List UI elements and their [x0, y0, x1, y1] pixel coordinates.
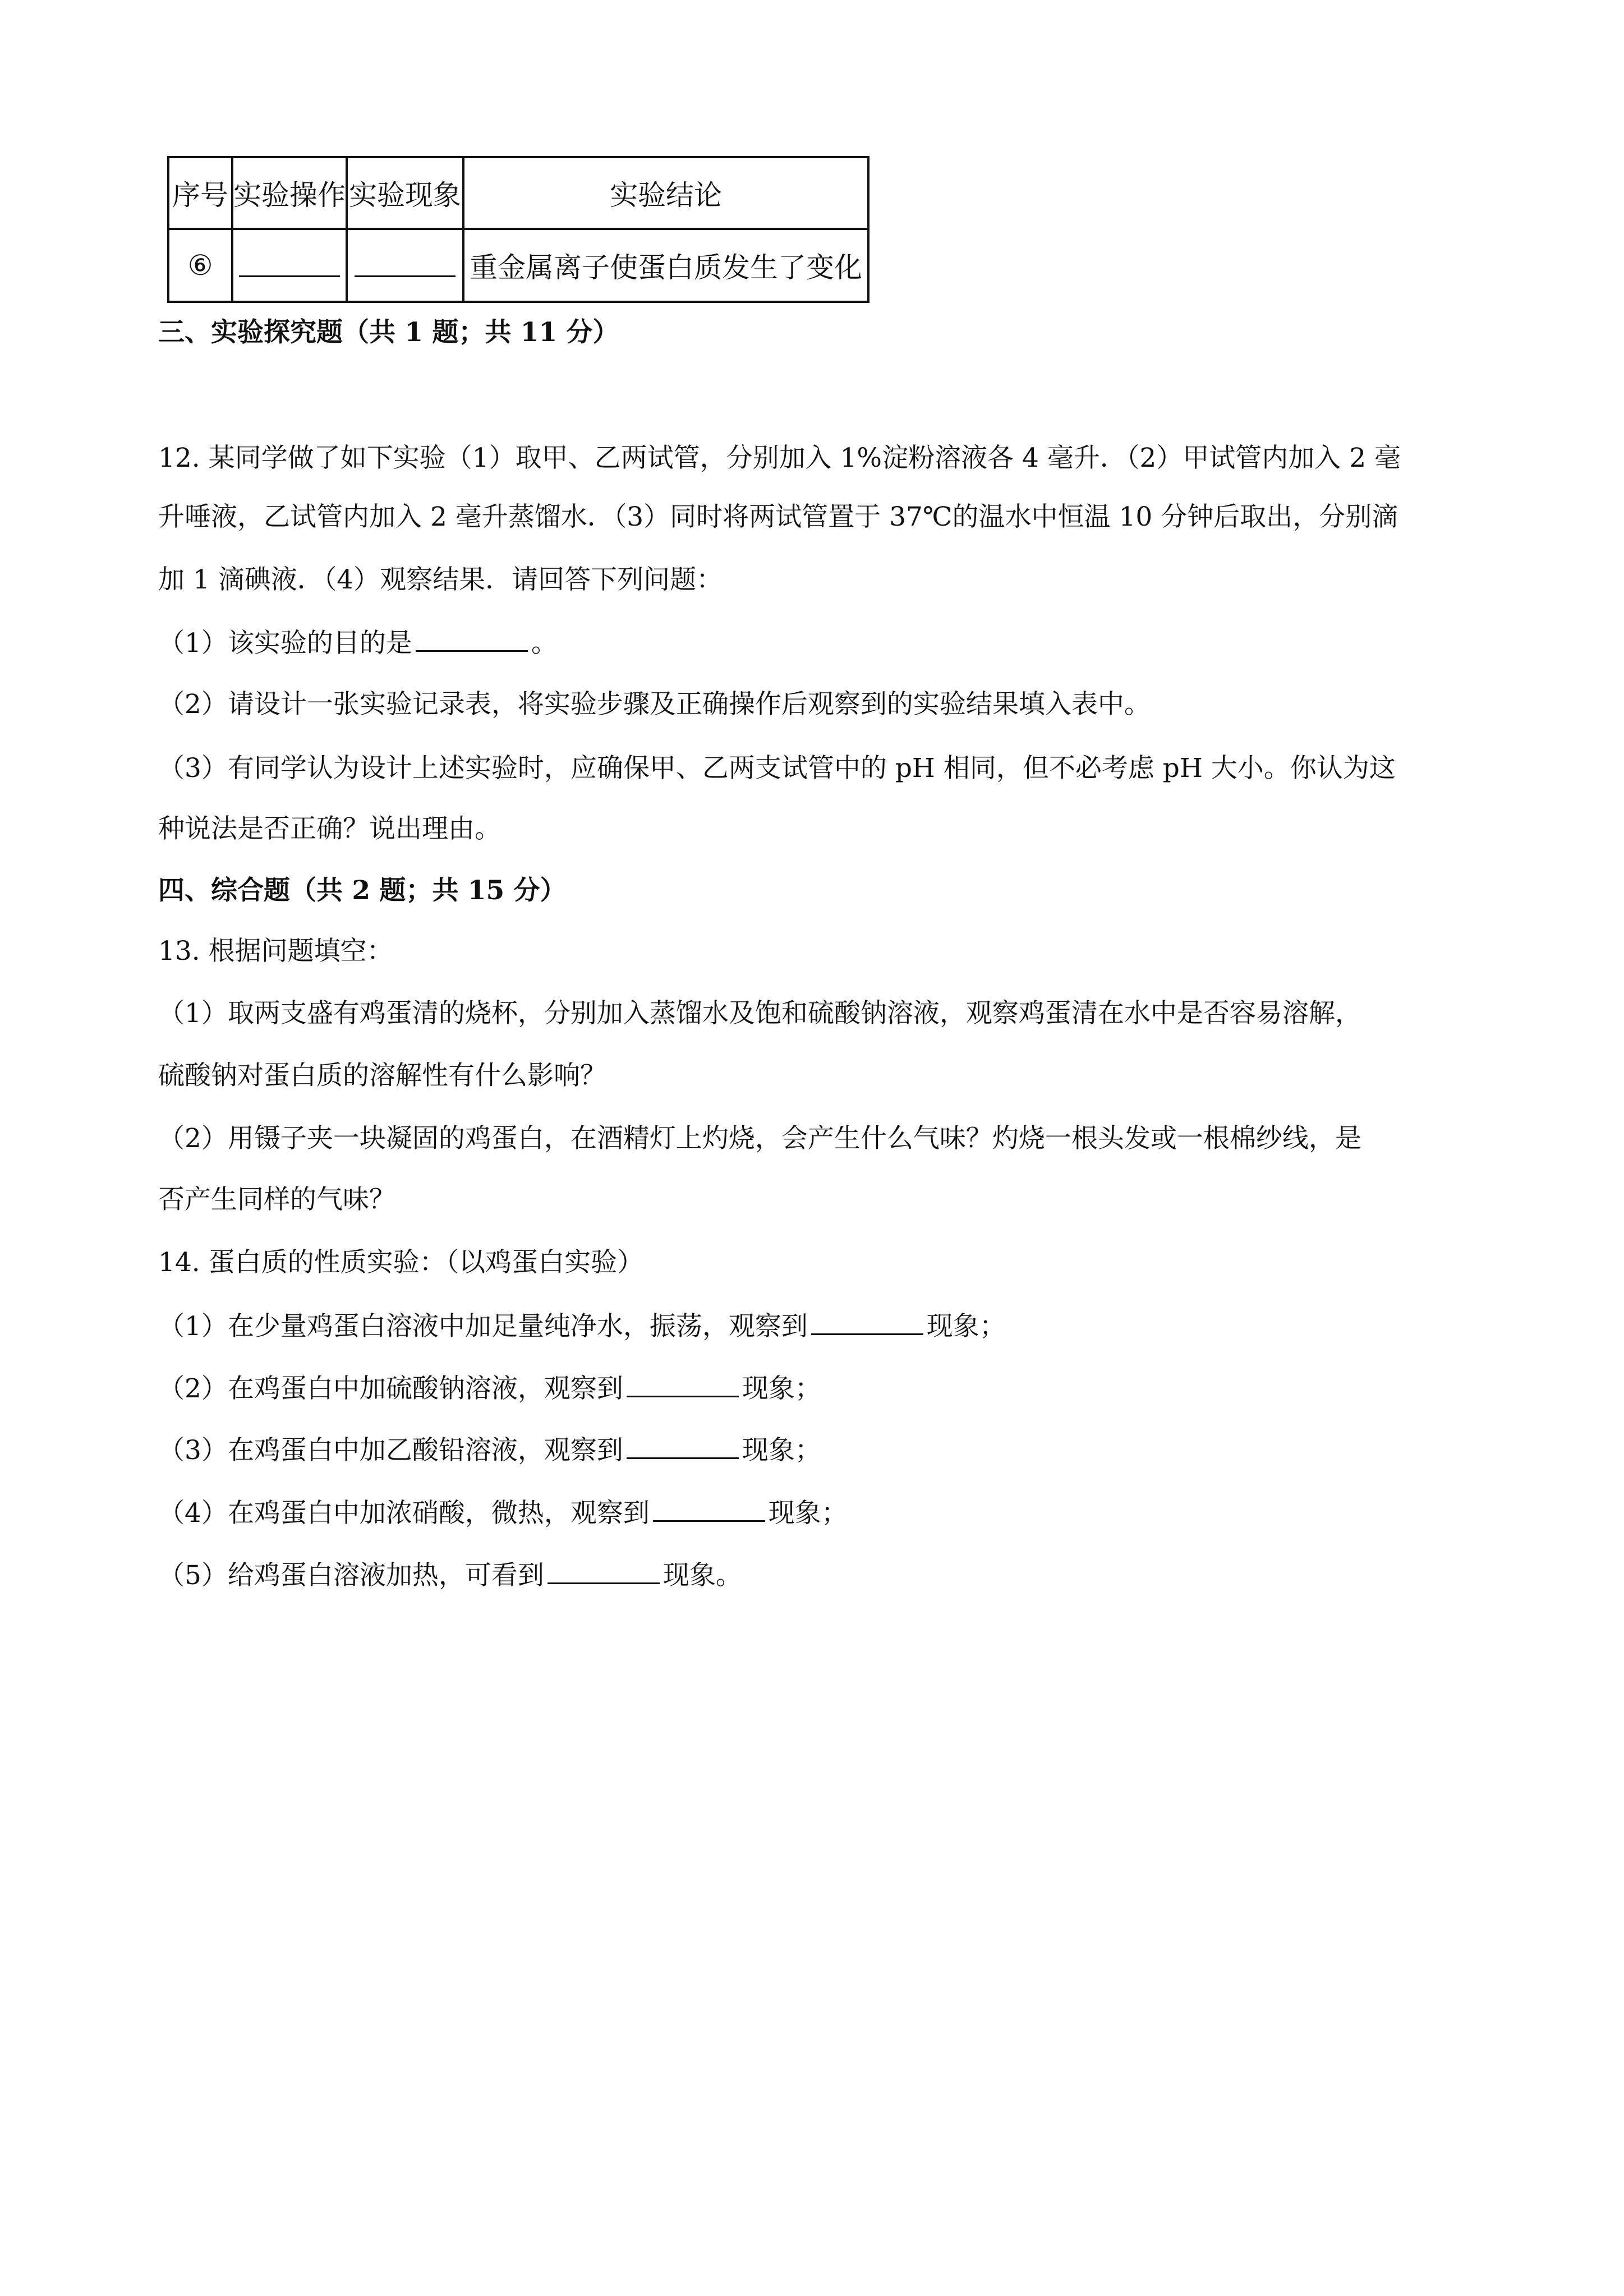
answer-blank [653, 1496, 765, 1522]
q12-line-3: 加 1 滴碘液．（4）观察结果．请回答下列问题： [158, 564, 723, 595]
answer-blank [239, 247, 340, 277]
q14-item-text: （3）在鸡蛋白中加乙酸铅溶液，观察到 [158, 1435, 623, 1466]
q12-line-2: 升唾液，乙试管内加入 2 毫升蒸馏水．（3）同时将两试管置于 37℃的温水中恒温 10 分钟后取出，分别滴 [158, 501, 1398, 532]
answer-blank [355, 247, 456, 277]
q13-sub-2-line-1: （2）用镊子夹一块凝固的鸡蛋白，在酒精灯上灼烧，会产生什么气味？灼烧一根头发或一根棉纱线，是 [158, 1123, 1361, 1154]
q14-item-end: 现象； [768, 1498, 848, 1529]
answer-blank [627, 1371, 739, 1397]
q14-item-end: 现象。 [663, 1560, 742, 1591]
q12-sub-1-text: （1）该实验的目的是 [158, 628, 412, 659]
conclusion-cell: 重金属离子使蛋白质发生了变化 [463, 229, 868, 302]
q14-item [158, 1433, 821, 1467]
table-header-row [168, 157, 868, 229]
q13-sub-1-line-2: 硫酸钠对蛋白质的溶解性有什么影响？ [158, 1060, 606, 1091]
section-3-title: 三、实验探究题（共 1 题；共 11 分） [158, 317, 619, 348]
q14-item-end: 现象； [926, 1311, 1006, 1342]
q12-sub-3-line-2: 种说法是否正确？说出理由。 [158, 813, 501, 844]
q14-item-text: （1）在少量鸡蛋白溶液中加足量纯净水，振荡，观察到 [158, 1311, 808, 1342]
table-header-cell: 序号 [168, 157, 232, 229]
answer-blank [548, 1558, 660, 1584]
operation-blank-cell [232, 229, 347, 302]
table-header-cell: 实验现象 [347, 157, 463, 229]
q13-sub-1-line-1: （1）取两支盛有鸡蛋清的烧杯，分别加入蒸馏水及饱和硫酸钠溶液，观察鸡蛋清在水中是否容易溶解， [158, 998, 1361, 1029]
q13-sub-2-line-2: 否产生同样的气味？ [158, 1184, 395, 1215]
table-header-cell: 实验结论 [463, 157, 868, 229]
q12-sub-1-end: 。 [531, 628, 558, 659]
q14-item [158, 1371, 821, 1406]
q12-sub-1 [158, 625, 558, 660]
q14-item [158, 1558, 742, 1593]
q14-item-end: 现象； [742, 1435, 821, 1466]
q14-item-end: 现象； [742, 1373, 821, 1404]
q14-item-text: （5）给鸡蛋白溶液加热，可看到 [158, 1560, 544, 1591]
table-row [168, 229, 868, 302]
q12-line-1: 12. 某同学做了如下实验（1）取甲、乙两试管，分别加入 1%淀粉溶液各 4 毫升．（2）甲试管内加入 2 毫 [158, 443, 1401, 473]
section-4-title: 四、综合题（共 2 题；共 15 分） [158, 875, 567, 906]
experiment-table [167, 156, 869, 303]
table-header-cell: 实验操作 [232, 157, 347, 229]
answer-blank [811, 1309, 923, 1335]
q14-stem: 14. 蛋白质的性质实验：（以鸡蛋白实验） [158, 1247, 644, 1278]
q12-sub-3-line-1: （3）有同学认为设计上述实验时，应确保甲、乙两支试管中的 pH 相同，但不必考虑 pH 大小。你认为这 [158, 753, 1396, 784]
q14-item [158, 1309, 1006, 1343]
q12-sub-2: （2）请设计一张实验记录表，将实验步骤及正确操作后观察到的实验结果填入表中。 [158, 689, 1151, 720]
phenomenon-blank-cell [347, 229, 463, 302]
q14-item [158, 1496, 848, 1530]
answer-blank [416, 625, 528, 652]
q14-item-text: （2）在鸡蛋白中加硫酸钠溶液，观察到 [158, 1373, 623, 1404]
row-index-cell: ⑥ [168, 229, 232, 302]
q14-item-text: （4）在鸡蛋白中加浓硝酸，微热，观察到 [158, 1498, 650, 1529]
answer-blank [627, 1433, 739, 1459]
q13-stem: 13. 根据问题填空： [158, 936, 393, 967]
